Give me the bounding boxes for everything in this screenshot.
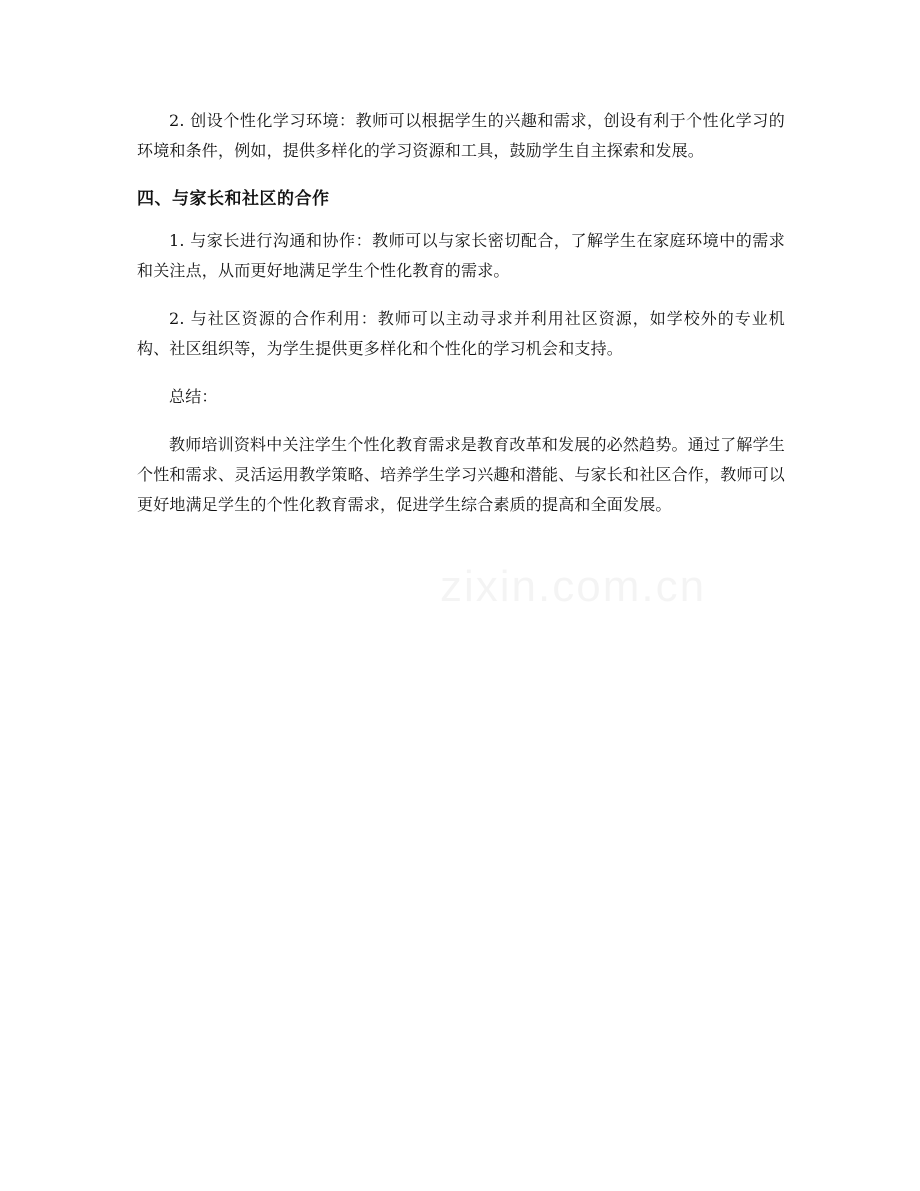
document-body (137, 106, 785, 538)
summary-paragraph: 教师培训资料中关注学生个性化教育需求是教育改革和发展的必然趋势。通过了解学生个性和需求、灵活运用教学策略、培养学生学习兴趣和潜能、与家长和社区合作，教师可以更好地满足学生的个性化教育需求，促进学生综合素质的提高和全面发展。 (137, 435, 786, 514)
watermark-text (440, 562, 706, 612)
summary-label: 总结： (169, 387, 218, 406)
section-heading-parents-community: 四、与家长和社区的合作 (137, 189, 330, 209)
paragraph-personalized-environment: 2. 创设个性化学习环境：教师可以根据学生的兴趣和需求，创设有利于个性化学习的环境和条件，例如，提供多样化的学习资源和工具，鼓励学生自主探索和发展。 (137, 111, 785, 160)
paragraph-community-resources: 2. 与社区资源的合作利用：教师可以主动寻求并利用社区资源，如学校外的专业机构、社区组织等，为学生提供更多样化和个性化的学习机会和支持。 (137, 309, 785, 358)
paragraph-parent-communication: 1. 与家长进行沟通和协作：教师可以与家长密切配合，了解学生在家庭环境中的需求和关注点，从而更好地满足学生个性化教育的需求。 (137, 231, 785, 280)
